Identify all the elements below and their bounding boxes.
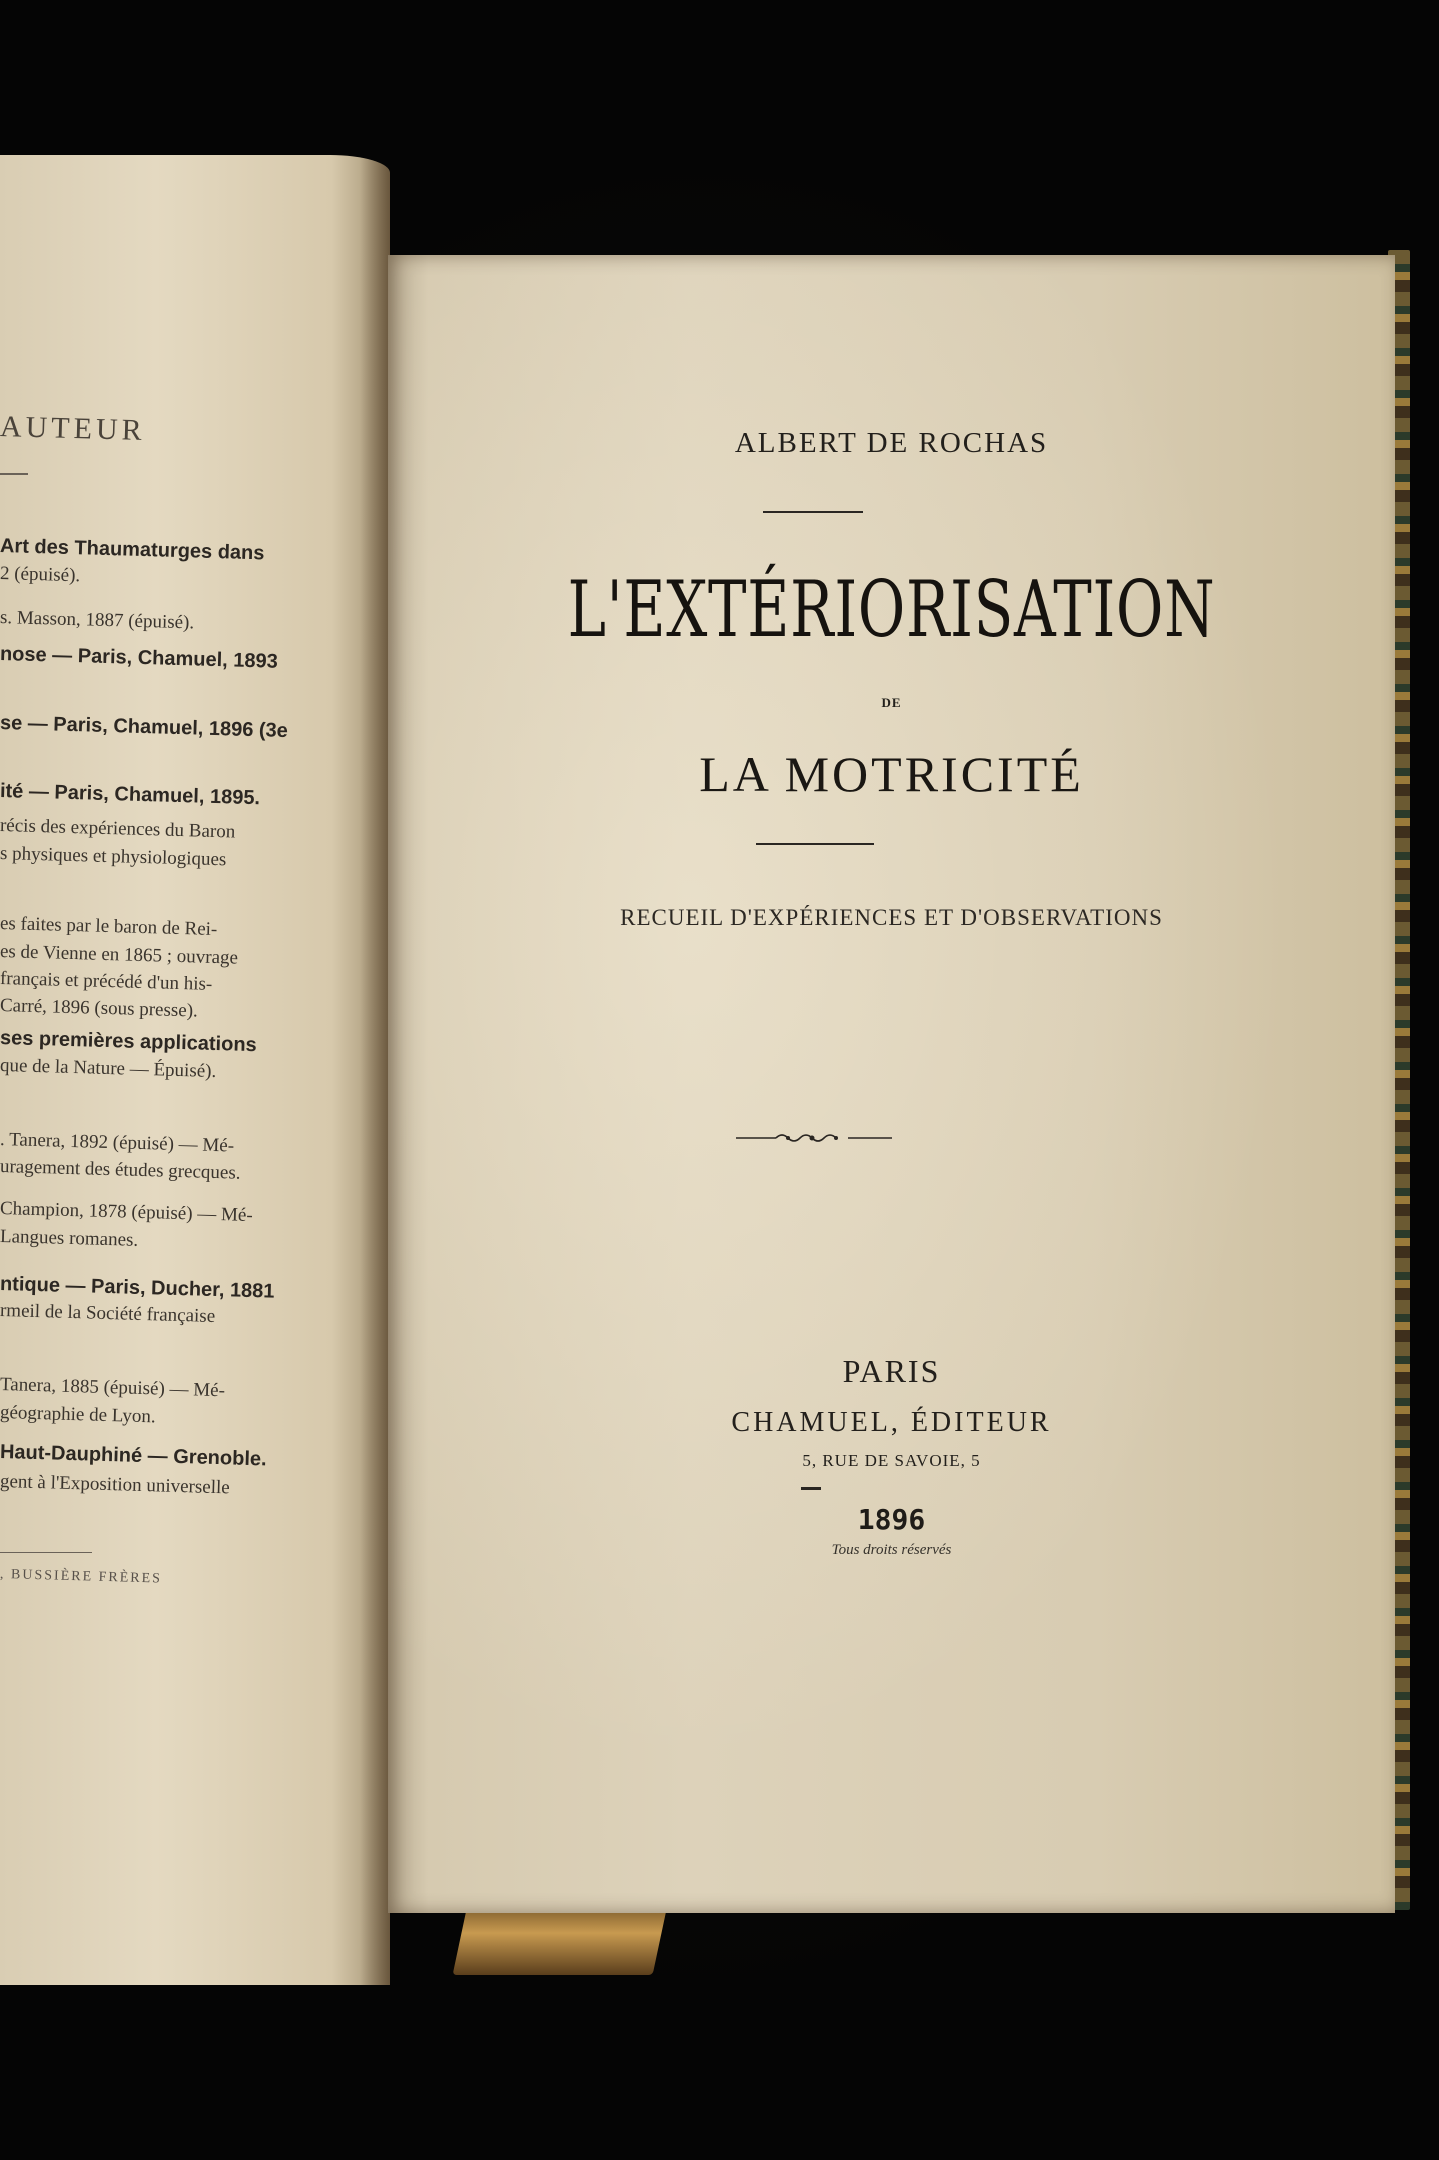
author-name: ALBERT DE ROCHAS [734,427,1049,459]
title-connector: DE [881,695,902,710]
publisher-address: 5, RUE DE SAVOIE, 5 [802,1451,981,1470]
title-rule [756,843,874,845]
left-line: es de Vienne en 1865 ; ouvrage [0,941,239,969]
left-line: rmeil de la Société française [0,1300,216,1328]
left-line: ntique — Paris, Ducher, 1881 [0,1273,275,1303]
left-line: Carré, 1896 (sous presse). [0,995,199,1022]
left-line: s physiques et physiologiques [0,843,227,871]
rights-notice: Tous droits réservés [831,1542,952,1558]
left-line: Haut-Dauphiné — Grenoble. [0,1441,267,1471]
left-heading-rule [0,473,28,475]
left-page-text [0,155,390,1985]
left-line: s. Masson, 1887 (épuisé). [0,607,195,634]
left-line: es faites par le baron de Rei- [0,913,218,941]
left-line: 2 (épuisé). [0,563,81,587]
left-line: . Tanera, 1892 (épuisé) — Mé- [0,1129,235,1157]
book-spine-bottom [453,1905,668,1975]
publisher-name: CHAMUEL, ÉDITEUR [731,1407,1052,1438]
left-line: Art des Thaumaturges dans [0,535,265,565]
left-page [0,155,390,1985]
left-line: ité — Paris, Chamuel, 1895. [0,780,261,810]
year-dash [801,1487,821,1490]
left-page-heading: AUTEUR [0,410,147,448]
book-subtitle: RECUEIL D'EXPÉRIENCES ET D'OBSERVATIONS [620,905,1163,930]
left-line: Langues romanes. [0,1226,139,1251]
title-page [388,255,1395,1913]
left-bottom-rule [0,1552,92,1553]
left-line: récis des expériences du Baron [0,815,236,843]
printer-imprint: , BUSSIÈRE FRÈRES [0,1567,163,1587]
printer-ornament-icon [736,1130,892,1146]
publication-city: PARIS [842,1353,941,1389]
left-line: gent à l'Exposition universelle [0,1471,231,1499]
left-line: se — Paris, Chamuel, 1896 (3e [0,712,289,743]
book-title: L'EXTÉRIORISATION [567,565,1216,655]
left-line: uragement des études grecques. [0,1156,241,1184]
left-line: Champion, 1878 (épuisé) — Mé- [0,1198,253,1227]
book-title-line2: LA MOTRICITÉ [699,746,1084,802]
left-line: géographie de Lyon. [0,1402,156,1428]
left-line: ses premières applications [0,1027,258,1057]
left-line: Tanera, 1885 (épuisé) — Mé- [0,1374,226,1402]
left-page-gutter-shadow [360,155,390,1985]
author-rule [763,511,863,513]
left-line: français et précédé d'un his- [0,968,213,995]
left-line: nose — Paris, Chamuel, 1893 [0,643,279,673]
publication-year: 1896 [857,1503,926,1536]
left-line: que de la Nature — Épuisé). [0,1055,217,1083]
